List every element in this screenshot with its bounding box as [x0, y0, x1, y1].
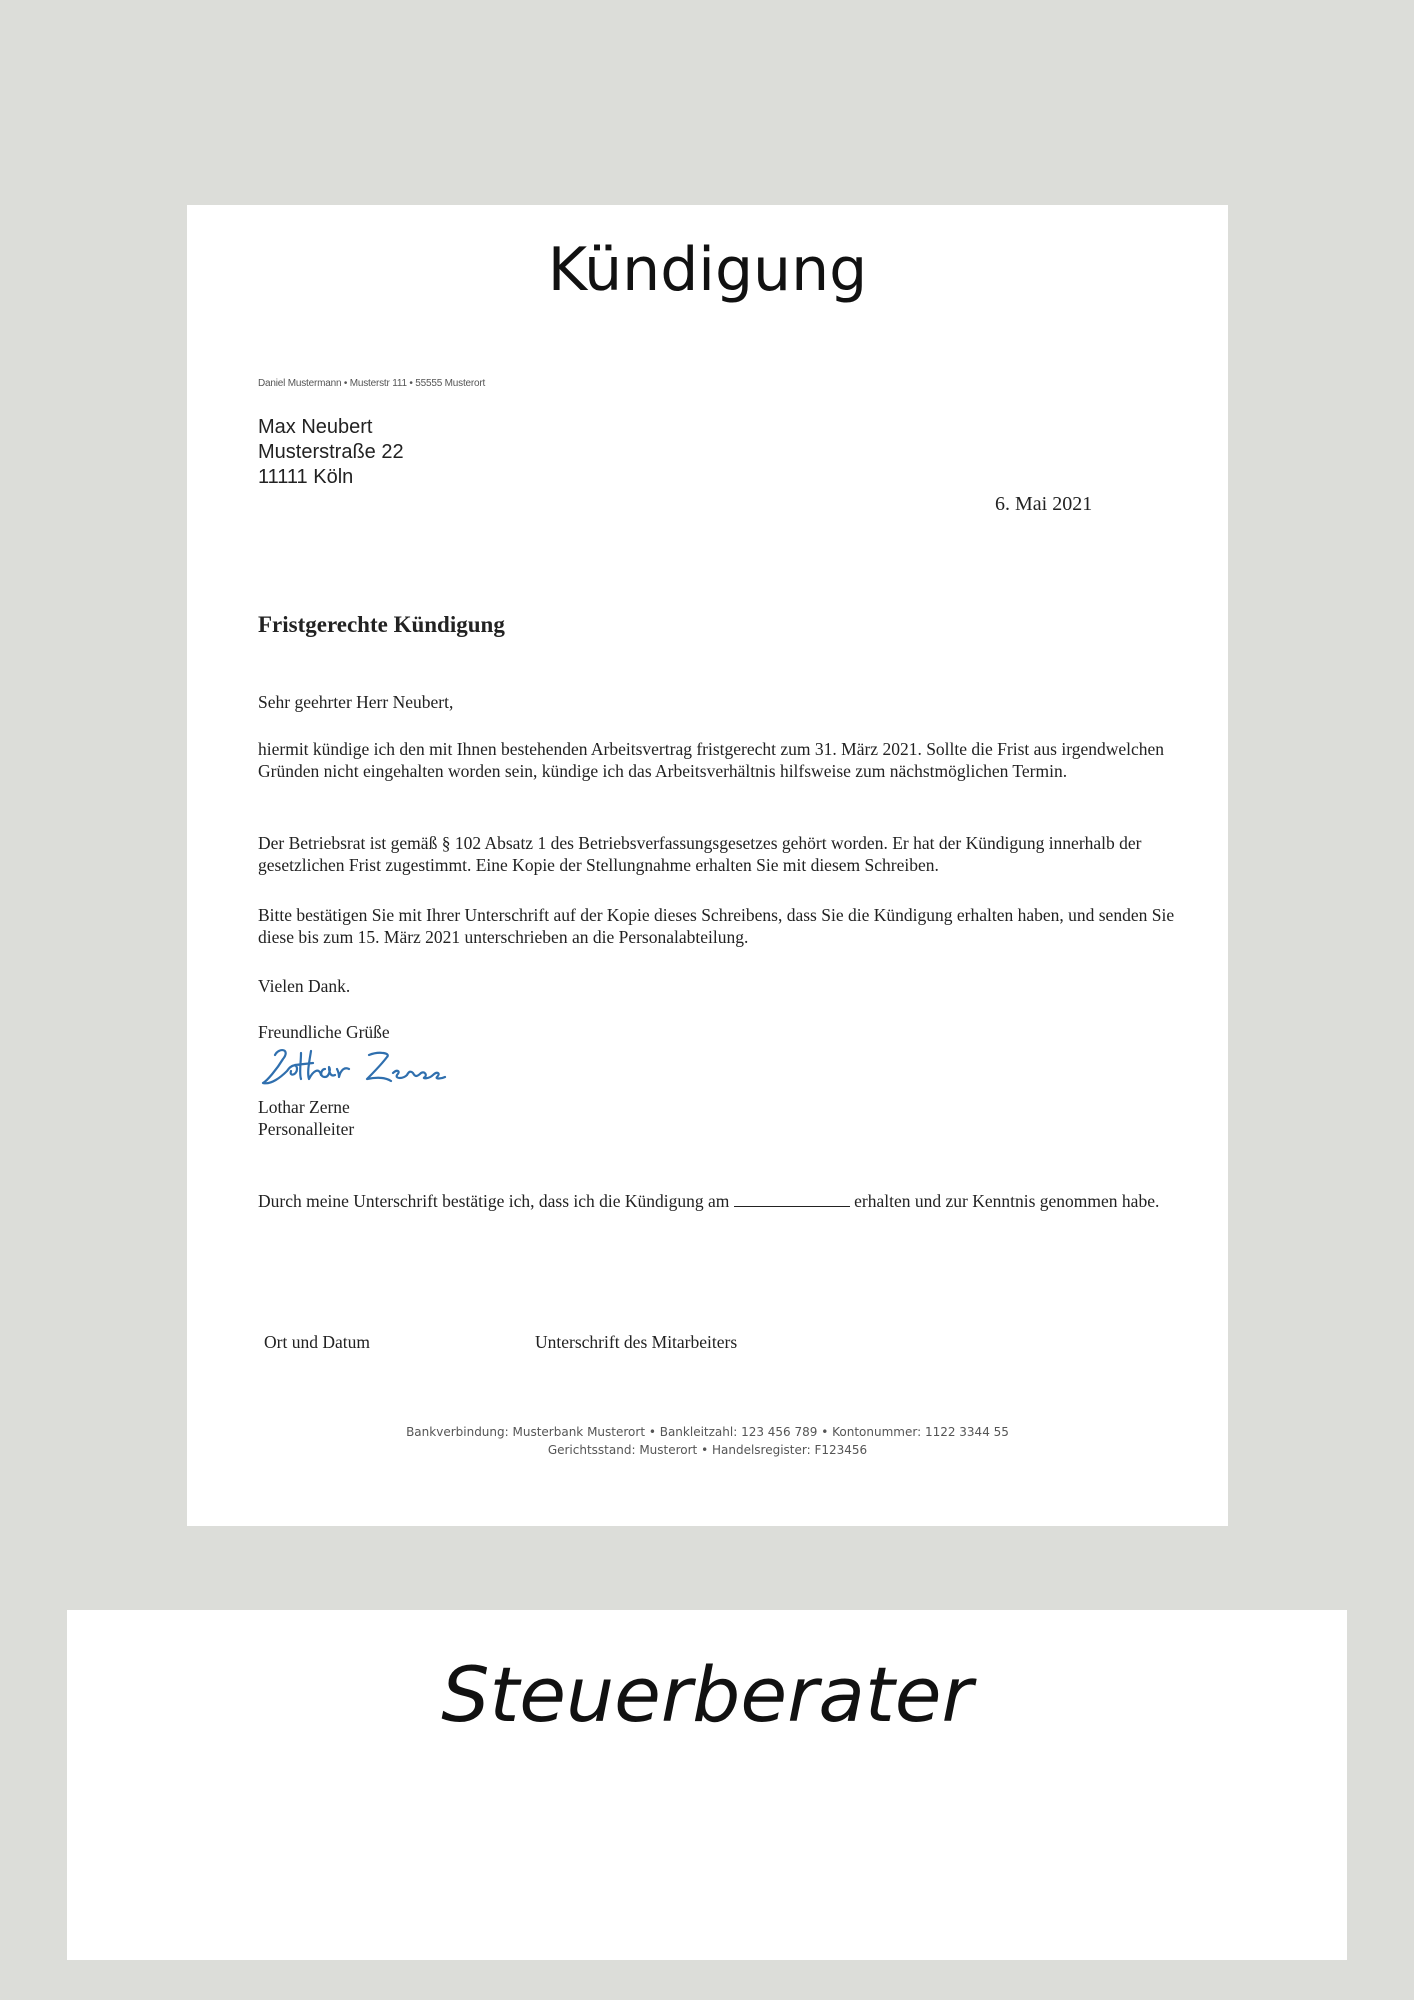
sender-address-line: Daniel Mustermann • Musterstr 111 • 55555 Musterort	[258, 378, 486, 389]
place-date-label: Ort und Datum	[264, 1332, 370, 1352]
letter-preview-card	[187, 205, 1228, 1526]
paragraph-termination: hiermit kündige ich den mit Ihnen bestehenden Arbeitsvertrag fristgerecht zum 31. März 2021. Sollte die Frist aus irgendwelchen Gründen nicht eingehalten worden sein, kündige ich das Arbeitsverhältnis hilfsweise zum nächstmöglichen Termin.	[258, 739, 1165, 781]
letter-date: 6. Mai 2021	[995, 493, 1093, 515]
footer-bank-details: Bankverbindung: Musterbank Musterort • Bankleitzahl: 123 456 789 • Kontonummer: 1122 3344 55	[406, 1425, 1009, 1439]
confirmation-text-start: Durch meine Unterschrift bestätige ich, dass ich die Kündigung am	[258, 1191, 730, 1211]
category-title: Steuerberater	[441, 1650, 973, 1739]
signer-name: Lothar Zerne	[258, 1097, 350, 1117]
confirmation-statement	[258, 1190, 1178, 1212]
letter-footer	[187, 1423, 1228, 1459]
signer-title: Personalleiter	[258, 1119, 355, 1139]
recipient-city: 11111 Köln	[258, 466, 354, 488]
category-card	[67, 1610, 1347, 1960]
footer-court-register: Gerichtsstand: Musterort • Handelsregister: F123456	[547, 1443, 868, 1457]
recipient-name: Max Neubert	[258, 416, 373, 438]
paragraph-works-council: Der Betriebsrat ist gemäß § 102 Absatz 1 des Betriebsverfassungsgesetzes gehört worden. Er hat der Kündigung innerhalb der gesetzlichen Frist zugestimmt. Eine Kopie der Stellungnahme erhalten Sie mit diesem Schreiben.	[258, 833, 1142, 875]
signer-block	[258, 1096, 354, 1140]
date-blank-line	[734, 1192, 850, 1207]
salutation: Sehr geehrter Herr Neubert,	[258, 692, 454, 712]
recipient-street: Musterstraße 22	[258, 441, 404, 463]
employee-signature-label: Unterschrift des Mitarbeiters	[535, 1332, 738, 1352]
confirmation-text-end: erhalten und zur Kenntnis genommen habe.	[854, 1191, 1160, 1211]
closing-line: Freundliche Grüße	[258, 1022, 390, 1042]
recipient-address	[258, 415, 404, 490]
thanks-line: Vielen Dank.	[258, 976, 351, 996]
paragraph-confirmation-request: Bitte bestätigen Sie mit Ihrer Unterschrift auf der Kopie dieses Schreibens, dass Sie die Kündigung erhalten haben, und senden Sie diese bis zum 15. März 2021 unterschrieben an die Personalabteilung.	[258, 905, 1175, 947]
card-title: Kündigung	[547, 235, 868, 305]
handwritten-signature	[257, 1043, 447, 1093]
letter-subject: Fristgerechte Kündigung	[258, 612, 505, 637]
